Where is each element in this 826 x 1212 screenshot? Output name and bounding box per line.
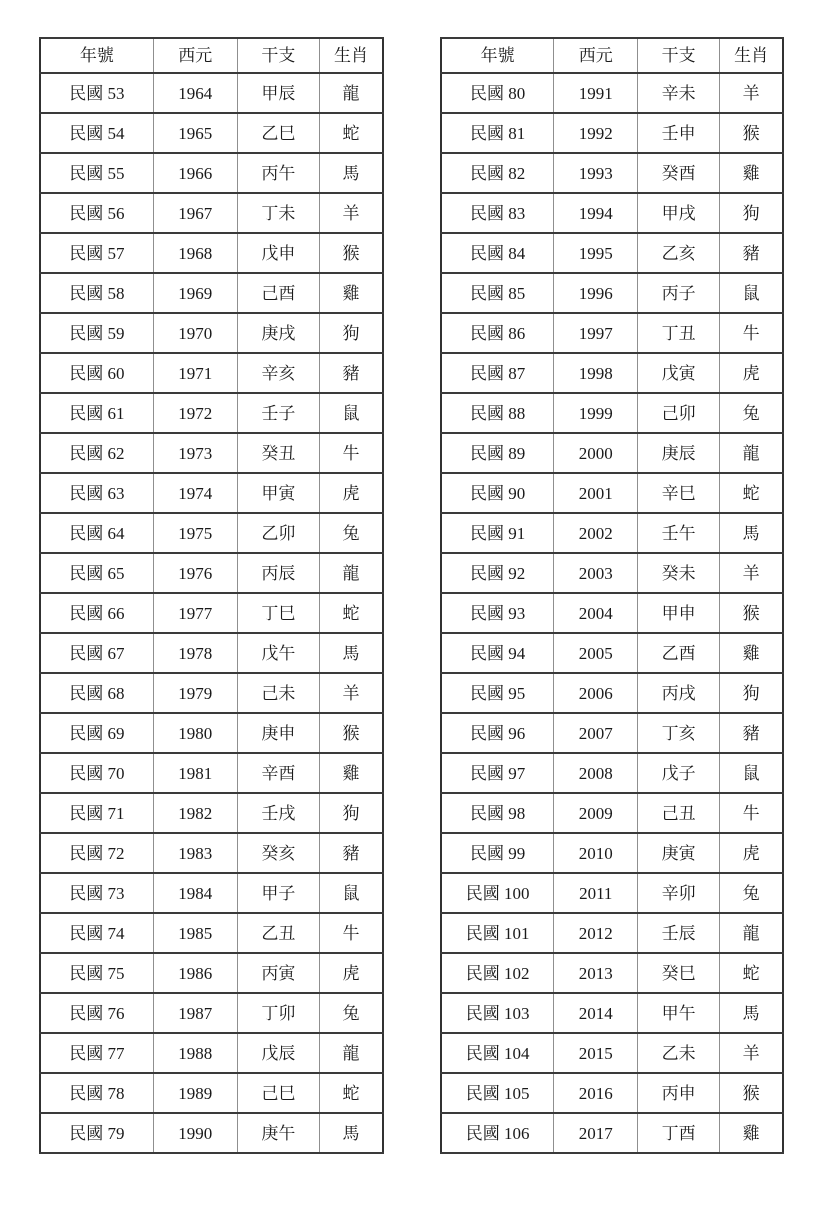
west-year-cell: 1998 <box>554 353 638 393</box>
era-column-header: 年號 <box>40 38 153 73</box>
ganzhi-cell: 戊午 <box>237 633 319 673</box>
ganzhi-cell: 乙卯 <box>237 513 319 553</box>
era-cell: 民國 96 <box>441 713 554 753</box>
west-year-cell: 1994 <box>554 193 638 233</box>
ganzhi-cell: 庚寅 <box>638 833 720 873</box>
era-cell: 民國 67 <box>40 633 153 673</box>
zodiac-cell: 龍 <box>720 433 783 473</box>
era-cell: 民國 57 <box>40 233 153 273</box>
zodiac-cell: 雞 <box>320 273 383 313</box>
west-year-cell: 1979 <box>153 673 237 713</box>
table-row <box>441 233 783 273</box>
zodiac-cell: 狗 <box>320 313 383 353</box>
zodiac-cell: 蛇 <box>320 1073 383 1113</box>
west-year-cell: 1969 <box>153 273 237 313</box>
zodiac-cell: 龍 <box>320 553 383 593</box>
zodiac-cell: 蛇 <box>320 113 383 153</box>
zodiac-cell: 蛇 <box>720 473 783 513</box>
table-row <box>40 873 383 913</box>
west-year-cell: 1999 <box>554 393 638 433</box>
era-cell: 民國 83 <box>441 193 554 233</box>
zodiac-cell: 馬 <box>720 993 783 1033</box>
era-cell: 民國 98 <box>441 793 554 833</box>
ganzhi-cell: 丙寅 <box>237 953 319 993</box>
zodiac-cell: 豬 <box>720 713 783 753</box>
zodiac-cell: 馬 <box>320 1113 383 1153</box>
era-cell: 民國 71 <box>40 793 153 833</box>
ganzhi-column-header: 干支 <box>638 38 720 73</box>
zodiac-cell: 兔 <box>320 993 383 1033</box>
west-year-cell: 1983 <box>153 833 237 873</box>
era-cell: 民國 99 <box>441 833 554 873</box>
zodiac-cell: 狗 <box>720 193 783 233</box>
zodiac-cell: 狗 <box>320 793 383 833</box>
table-row <box>40 313 383 353</box>
table-row <box>40 913 383 953</box>
era-cell: 民國 77 <box>40 1033 153 1073</box>
table-row <box>441 553 783 593</box>
ganzhi-cell: 甲辰 <box>237 73 319 113</box>
west-year-cell: 2012 <box>554 913 638 953</box>
table-row <box>40 673 383 713</box>
west-year-cell: 2017 <box>554 1113 638 1153</box>
west-year-cell: 1997 <box>554 313 638 353</box>
ganzhi-cell: 癸酉 <box>638 153 720 193</box>
zodiac-cell: 龍 <box>320 73 383 113</box>
ganzhi-cell: 癸亥 <box>237 833 319 873</box>
minguo-zodiac-table-left <box>39 37 384 1154</box>
ganzhi-cell: 戊寅 <box>638 353 720 393</box>
table-row <box>441 73 783 113</box>
zodiac-cell: 羊 <box>720 73 783 113</box>
era-cell: 民國 105 <box>441 1073 554 1113</box>
west-year-cell: 1985 <box>153 913 237 953</box>
table-row <box>40 793 383 833</box>
west-year-cell: 1981 <box>153 753 237 793</box>
table-row <box>441 393 783 433</box>
table-row <box>40 553 383 593</box>
table-row <box>40 593 383 633</box>
ganzhi-cell: 庚申 <box>237 713 319 753</box>
ganzhi-cell: 甲寅 <box>237 473 319 513</box>
era-cell: 民國 66 <box>40 593 153 633</box>
west-year-cell: 1984 <box>153 873 237 913</box>
minguo-zodiac-table-right <box>440 37 784 1154</box>
west-year-cell: 1971 <box>153 353 237 393</box>
table-header-row <box>441 38 783 73</box>
west-year-cell: 1980 <box>153 713 237 753</box>
west-year-cell: 1978 <box>153 633 237 673</box>
zodiac-cell: 龍 <box>720 913 783 953</box>
zodiac-cell: 雞 <box>720 633 783 673</box>
era-cell: 民國 95 <box>441 673 554 713</box>
zodiac-cell: 蛇 <box>320 593 383 633</box>
table-row <box>441 593 783 633</box>
table-header-row <box>40 38 383 73</box>
era-cell: 民國 64 <box>40 513 153 553</box>
west-year-cell: 1996 <box>554 273 638 313</box>
west-year-cell: 2003 <box>554 553 638 593</box>
table-row <box>40 433 383 473</box>
table-row <box>40 1113 383 1153</box>
era-cell: 民國 103 <box>441 993 554 1033</box>
table-row <box>441 113 783 153</box>
ganzhi-cell: 壬辰 <box>638 913 720 953</box>
era-cell: 民國 55 <box>40 153 153 193</box>
era-cell: 民國 53 <box>40 73 153 113</box>
west-year-cell: 1966 <box>153 153 237 193</box>
ganzhi-cell: 癸丑 <box>237 433 319 473</box>
zodiac-cell: 鼠 <box>720 753 783 793</box>
ganzhi-cell: 丁酉 <box>638 1113 720 1153</box>
table-row <box>40 993 383 1033</box>
table-row <box>40 1033 383 1073</box>
ganzhi-cell: 辛卯 <box>638 873 720 913</box>
west-year-cell: 1970 <box>153 313 237 353</box>
ganzhi-cell: 乙未 <box>638 1033 720 1073</box>
ganzhi-cell: 己丑 <box>638 793 720 833</box>
era-cell: 民國 85 <box>441 273 554 313</box>
ganzhi-cell: 己巳 <box>237 1073 319 1113</box>
zodiac-cell: 兔 <box>320 513 383 553</box>
ganzhi-cell: 丙戌 <box>638 673 720 713</box>
west-year-cell: 1964 <box>153 73 237 113</box>
ganzhi-cell: 辛巳 <box>638 473 720 513</box>
era-cell: 民國 80 <box>441 73 554 113</box>
ganzhi-cell: 丙辰 <box>237 553 319 593</box>
era-cell: 民國 63 <box>40 473 153 513</box>
ganzhi-cell: 壬午 <box>638 513 720 553</box>
zodiac-cell: 鼠 <box>320 393 383 433</box>
west-year-cell: 1982 <box>153 793 237 833</box>
table-row <box>441 913 783 953</box>
era-cell: 民國 72 <box>40 833 153 873</box>
era-cell: 民國 54 <box>40 113 153 153</box>
ganzhi-cell: 丙申 <box>638 1073 720 1113</box>
era-cell: 民國 74 <box>40 913 153 953</box>
table-row <box>441 433 783 473</box>
ganzhi-cell: 甲申 <box>638 593 720 633</box>
era-cell: 民國 70 <box>40 753 153 793</box>
table-row <box>441 1033 783 1073</box>
west-year-cell: 2014 <box>554 993 638 1033</box>
ganzhi-cell: 庚午 <box>237 1113 319 1153</box>
era-cell: 民國 93 <box>441 593 554 633</box>
era-cell: 民國 97 <box>441 753 554 793</box>
ganzhi-cell: 乙酉 <box>638 633 720 673</box>
table-row <box>441 313 783 353</box>
zodiac-cell: 虎 <box>320 473 383 513</box>
west-year-cell: 1988 <box>153 1033 237 1073</box>
west-year-cell: 2009 <box>554 793 638 833</box>
ganzhi-cell: 壬戌 <box>237 793 319 833</box>
table-row <box>40 833 383 873</box>
zodiac-cell: 雞 <box>720 1113 783 1153</box>
era-cell: 民國 86 <box>441 313 554 353</box>
era-cell: 民國 91 <box>441 513 554 553</box>
west-year-cell: 1965 <box>153 113 237 153</box>
table-row <box>441 633 783 673</box>
zodiac-cell: 兔 <box>720 393 783 433</box>
table-row <box>40 153 383 193</box>
west-year-cell: 1993 <box>554 153 638 193</box>
era-cell: 民國 102 <box>441 953 554 993</box>
ganzhi-cell: 丙子 <box>638 273 720 313</box>
ganzhi-cell: 己酉 <box>237 273 319 313</box>
zodiac-cell: 鼠 <box>320 873 383 913</box>
era-cell: 民國 56 <box>40 193 153 233</box>
era-cell: 民國 81 <box>441 113 554 153</box>
era-cell: 民國 88 <box>441 393 554 433</box>
west-year-cell: 1976 <box>153 553 237 593</box>
era-cell: 民國 90 <box>441 473 554 513</box>
zodiac-cell: 豬 <box>320 353 383 393</box>
table-row <box>441 833 783 873</box>
ganzhi-cell: 丁亥 <box>638 713 720 753</box>
era-cell: 民國 62 <box>40 433 153 473</box>
ganzhi-cell: 甲子 <box>237 873 319 913</box>
table-row <box>40 753 383 793</box>
west-year-cell: 2013 <box>554 953 638 993</box>
table-row <box>441 193 783 233</box>
zodiac-cell: 馬 <box>720 513 783 553</box>
table-row <box>40 193 383 233</box>
zodiac-cell: 兔 <box>720 873 783 913</box>
west-year-cell: 2005 <box>554 633 638 673</box>
table-row <box>441 713 783 753</box>
west-year-cell: 1995 <box>554 233 638 273</box>
west-year-cell: 1989 <box>153 1073 237 1113</box>
zodiac-cell: 猴 <box>320 713 383 753</box>
era-cell: 民國 100 <box>441 873 554 913</box>
west-year-cell: 2008 <box>554 753 638 793</box>
zodiac-cell: 雞 <box>320 753 383 793</box>
zodiac-cell: 猴 <box>320 233 383 273</box>
zodiac-cell: 猴 <box>720 1073 783 1113</box>
ganzhi-cell: 己卯 <box>638 393 720 433</box>
table-row <box>40 633 383 673</box>
ganzhi-cell: 丁卯 <box>237 993 319 1033</box>
ganzhi-cell: 戊辰 <box>237 1033 319 1073</box>
ganzhi-cell: 乙丑 <box>237 913 319 953</box>
table-right <box>440 37 784 1154</box>
table-row <box>40 953 383 993</box>
era-cell: 民國 104 <box>441 1033 554 1073</box>
table-row <box>40 273 383 313</box>
ganzhi-cell: 甲午 <box>638 993 720 1033</box>
ganzhi-cell: 壬申 <box>638 113 720 153</box>
era-cell: 民國 61 <box>40 393 153 433</box>
table-row <box>40 473 383 513</box>
west-year-cell: 1972 <box>153 393 237 433</box>
era-cell: 民國 82 <box>441 153 554 193</box>
ganzhi-cell: 庚戌 <box>237 313 319 353</box>
zodiac-cell: 馬 <box>320 153 383 193</box>
ganzhi-cell: 己未 <box>237 673 319 713</box>
era-cell: 民國 69 <box>40 713 153 753</box>
ganzhi-cell: 辛酉 <box>237 753 319 793</box>
era-cell: 民國 65 <box>40 553 153 593</box>
ganzhi-column-header: 干支 <box>237 38 319 73</box>
era-cell: 民國 106 <box>441 1113 554 1153</box>
west-year-cell: 1973 <box>153 433 237 473</box>
west-year-cell: 2010 <box>554 833 638 873</box>
zodiac-cell: 虎 <box>720 833 783 873</box>
zodiac-cell: 馬 <box>320 633 383 673</box>
zodiac-cell: 羊 <box>720 1033 783 1073</box>
table-row <box>441 753 783 793</box>
table-row <box>441 1073 783 1113</box>
era-cell: 民國 73 <box>40 873 153 913</box>
ganzhi-cell: 辛未 <box>638 73 720 113</box>
west-year-cell: 2000 <box>554 433 638 473</box>
west-year-cell: 2004 <box>554 593 638 633</box>
west-year-cell: 1990 <box>153 1113 237 1153</box>
zodiac-column-header: 生肖 <box>720 38 783 73</box>
west-year-cell: 1967 <box>153 193 237 233</box>
west-year-cell: 1987 <box>153 993 237 1033</box>
ganzhi-cell: 丁丑 <box>638 313 720 353</box>
ganzhi-cell: 乙巳 <box>237 113 319 153</box>
ganzhi-cell: 甲戌 <box>638 193 720 233</box>
era-cell: 民國 68 <box>40 673 153 713</box>
zodiac-cell: 牛 <box>320 913 383 953</box>
table-row <box>441 673 783 713</box>
west-year-cell: 1986 <box>153 953 237 993</box>
zodiac-cell: 虎 <box>720 353 783 393</box>
zodiac-cell: 虎 <box>320 953 383 993</box>
west-column-header: 西元 <box>554 38 638 73</box>
west-year-cell: 1992 <box>554 113 638 153</box>
zodiac-cell: 羊 <box>320 193 383 233</box>
zodiac-cell: 羊 <box>320 673 383 713</box>
ganzhi-cell: 辛亥 <box>237 353 319 393</box>
ganzhi-cell: 乙亥 <box>638 233 720 273</box>
table-row <box>441 793 783 833</box>
zodiac-cell: 羊 <box>720 553 783 593</box>
table-row <box>40 1073 383 1113</box>
ganzhi-cell: 丁巳 <box>237 593 319 633</box>
era-cell: 民國 78 <box>40 1073 153 1113</box>
table-row <box>40 353 383 393</box>
table-row <box>441 993 783 1033</box>
west-year-cell: 1991 <box>554 73 638 113</box>
ganzhi-cell: 戊子 <box>638 753 720 793</box>
west-year-cell: 2006 <box>554 673 638 713</box>
ganzhi-cell: 癸未 <box>638 553 720 593</box>
zodiac-cell: 雞 <box>720 153 783 193</box>
west-column-header: 西元 <box>153 38 237 73</box>
zodiac-cell: 鼠 <box>720 273 783 313</box>
era-cell: 民國 94 <box>441 633 554 673</box>
table-row <box>441 513 783 553</box>
era-cell: 民國 87 <box>441 353 554 393</box>
west-year-cell: 1974 <box>153 473 237 513</box>
era-cell: 民國 58 <box>40 273 153 313</box>
west-year-cell: 1975 <box>153 513 237 553</box>
zodiac-cell: 牛 <box>720 793 783 833</box>
era-cell: 民國 101 <box>441 913 554 953</box>
era-cell: 民國 60 <box>40 353 153 393</box>
zodiac-cell: 猴 <box>720 593 783 633</box>
table-row <box>441 273 783 313</box>
table-row <box>40 73 383 113</box>
west-year-cell: 1977 <box>153 593 237 633</box>
west-year-cell: 2011 <box>554 873 638 913</box>
west-year-cell: 2007 <box>554 713 638 753</box>
era-cell: 民國 92 <box>441 553 554 593</box>
ganzhi-cell: 壬子 <box>237 393 319 433</box>
zodiac-cell: 猴 <box>720 113 783 153</box>
ganzhi-cell: 庚辰 <box>638 433 720 473</box>
table-row <box>40 513 383 553</box>
zodiac-cell: 狗 <box>720 673 783 713</box>
zodiac-cell: 龍 <box>320 1033 383 1073</box>
era-cell: 民國 76 <box>40 993 153 1033</box>
era-cell: 民國 89 <box>441 433 554 473</box>
table-row <box>441 953 783 993</box>
west-year-cell: 1968 <box>153 233 237 273</box>
table-row <box>441 473 783 513</box>
ganzhi-cell: 癸巳 <box>638 953 720 993</box>
zodiac-cell: 牛 <box>720 313 783 353</box>
table-row <box>441 1113 783 1153</box>
west-year-cell: 2002 <box>554 513 638 553</box>
era-column-header: 年號 <box>441 38 554 73</box>
table-row <box>441 353 783 393</box>
zodiac-cell: 牛 <box>320 433 383 473</box>
ganzhi-cell: 丙午 <box>237 153 319 193</box>
table-row <box>441 873 783 913</box>
era-cell: 民國 79 <box>40 1113 153 1153</box>
table-row <box>441 153 783 193</box>
west-year-cell: 2001 <box>554 473 638 513</box>
ganzhi-cell: 戊申 <box>237 233 319 273</box>
era-cell: 民國 75 <box>40 953 153 993</box>
table-row <box>40 713 383 753</box>
era-cell: 民國 59 <box>40 313 153 353</box>
zodiac-cell: 豬 <box>320 833 383 873</box>
zodiac-cell: 蛇 <box>720 953 783 993</box>
zodiac-cell: 豬 <box>720 233 783 273</box>
zodiac-column-header: 生肖 <box>320 38 383 73</box>
table-row <box>40 233 383 273</box>
table-row <box>40 393 383 433</box>
table-left <box>39 37 384 1154</box>
era-cell: 民國 84 <box>441 233 554 273</box>
ganzhi-cell: 丁未 <box>237 193 319 233</box>
west-year-cell: 2015 <box>554 1033 638 1073</box>
west-year-cell: 2016 <box>554 1073 638 1113</box>
table-row <box>40 113 383 153</box>
